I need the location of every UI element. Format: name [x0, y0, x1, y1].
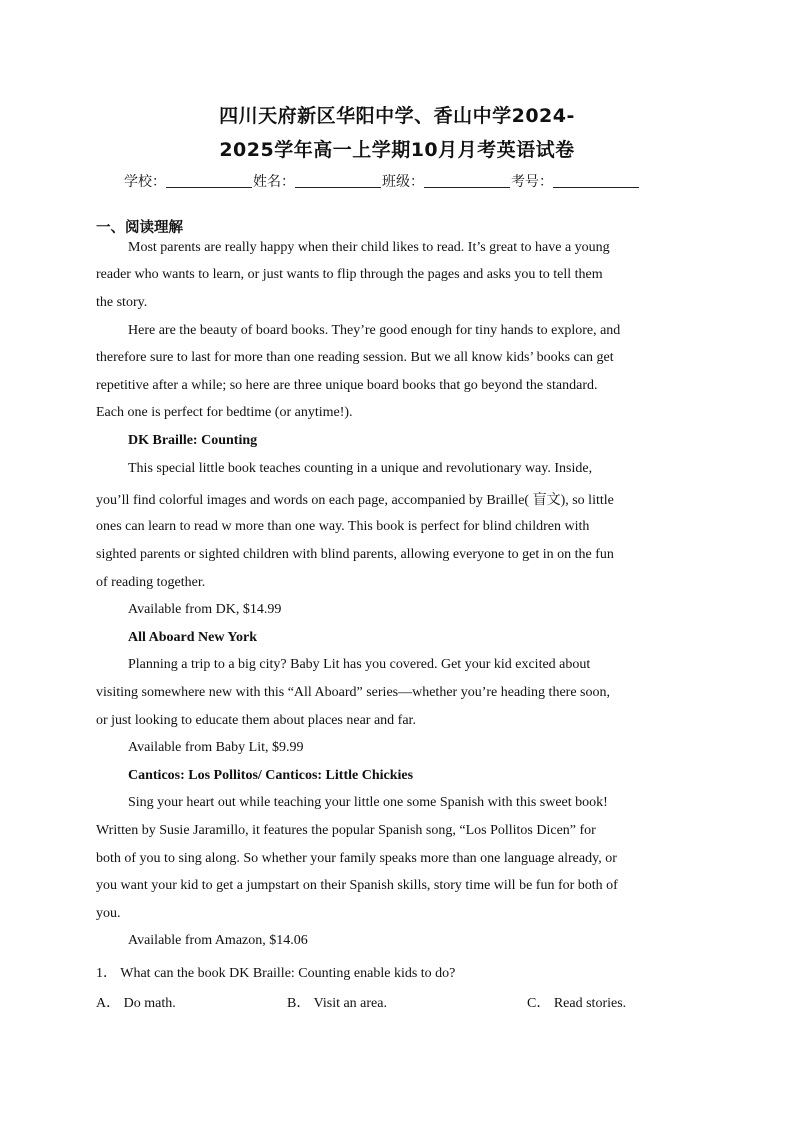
passage-line: Written by Susie Jaramillo, it features the popular Spanish song, “Los Pollitos Dicen” for	[96, 823, 596, 838]
student-info-row	[124, 171, 640, 191]
school-label: 学校：	[124, 174, 166, 190]
name-blank[interactable]	[295, 173, 381, 188]
name-label: 姓名：	[253, 174, 295, 190]
question-1-option-b[interactable]: B． Visit an area.	[287, 996, 387, 1011]
book-heading-canticos: Canticos: Los Pollitos/ Canticos: Little Chickies	[128, 768, 414, 783]
passage-line: Most parents are really happy when their child likes to read. It’s great to have a young	[128, 240, 610, 255]
passage-line: Here are the beauty of board books. They’re good enough for tiny hands to explore, and	[128, 323, 621, 338]
passage-line: you want your kid to get a jumpstart on their Spanish skills, story time will be fun for both of	[96, 878, 618, 893]
passage-line: reader who wants to learn, or just wants to flip through the pages and asks you to tell them	[96, 267, 603, 282]
passage-line: the story.	[96, 295, 148, 310]
passage-line: Each one is perfect for bedtime (or anytime!).	[96, 405, 353, 420]
class-label: 班级：	[382, 174, 424, 190]
passage-line: visiting somewhere new with this “All Aboard” series—whether you’re heading there soon,	[96, 685, 610, 700]
exam-number-label: 考号：	[511, 174, 553, 190]
question-1-option-a[interactable]: A． Do math.	[96, 996, 176, 1011]
school-blank[interactable]	[166, 173, 252, 188]
exam-title-line-1: 四川天府新区华阳中学、香山中学2024-	[219, 105, 575, 127]
passage-line: Planning a trip to a big city? Baby Lit has you covered. Get your kid excited about	[128, 657, 591, 672]
availability-line: Available from DK, $14.99	[128, 602, 282, 617]
class-blank[interactable]	[424, 173, 510, 188]
section-title: 一、阅读理解	[96, 220, 183, 236]
question-1-option-c[interactable]: C． Read stories.	[527, 996, 627, 1011]
passage-line: therefore sure to last for more than one reading session. But we all know kids’ books can get	[96, 350, 614, 365]
book-heading-all-aboard: All Aboard New York	[128, 630, 257, 645]
availability-line: Available from Amazon, $14.06	[128, 933, 308, 948]
passage-line: ones can learn to read w more than one way. This book is perfect for blind children with	[96, 519, 590, 534]
question-1-stem: 1． What can the book DK Braille: Counting enable kids to do?	[96, 966, 456, 981]
passage-line: or just looking to educate them about places near and far.	[96, 713, 416, 728]
passage-line: of reading together.	[96, 575, 206, 590]
passage-line: repetitive after a while; so here are three unique board books that go beyond the standard.	[96, 378, 598, 393]
exam-title-line-2: 2025学年高一上学期10月月考英语试卷	[219, 139, 575, 161]
book-heading-dk-braille: DK Braille: Counting	[128, 433, 258, 448]
exam-number-blank[interactable]	[553, 173, 639, 188]
passage-line: both of you to sing along. So whether your family speaks more than one language already, or	[96, 851, 617, 866]
passage-line: Sing your heart out while teaching your little one some Spanish with this sweet book!	[128, 795, 608, 810]
passage-line: you.	[96, 906, 121, 921]
passage-line: you’ll find colorful images and words on each page, accompanied by Braille( 盲文), so little	[96, 493, 614, 508]
availability-line: Available from Baby Lit, $9.99	[128, 740, 304, 755]
passage-line: sighted parents or sighted children with blind parents, allowing everyone to get in on the fun	[96, 547, 614, 562]
passage-line: This special little book teaches counting in a unique and revolutionary way. Inside,	[128, 461, 593, 476]
